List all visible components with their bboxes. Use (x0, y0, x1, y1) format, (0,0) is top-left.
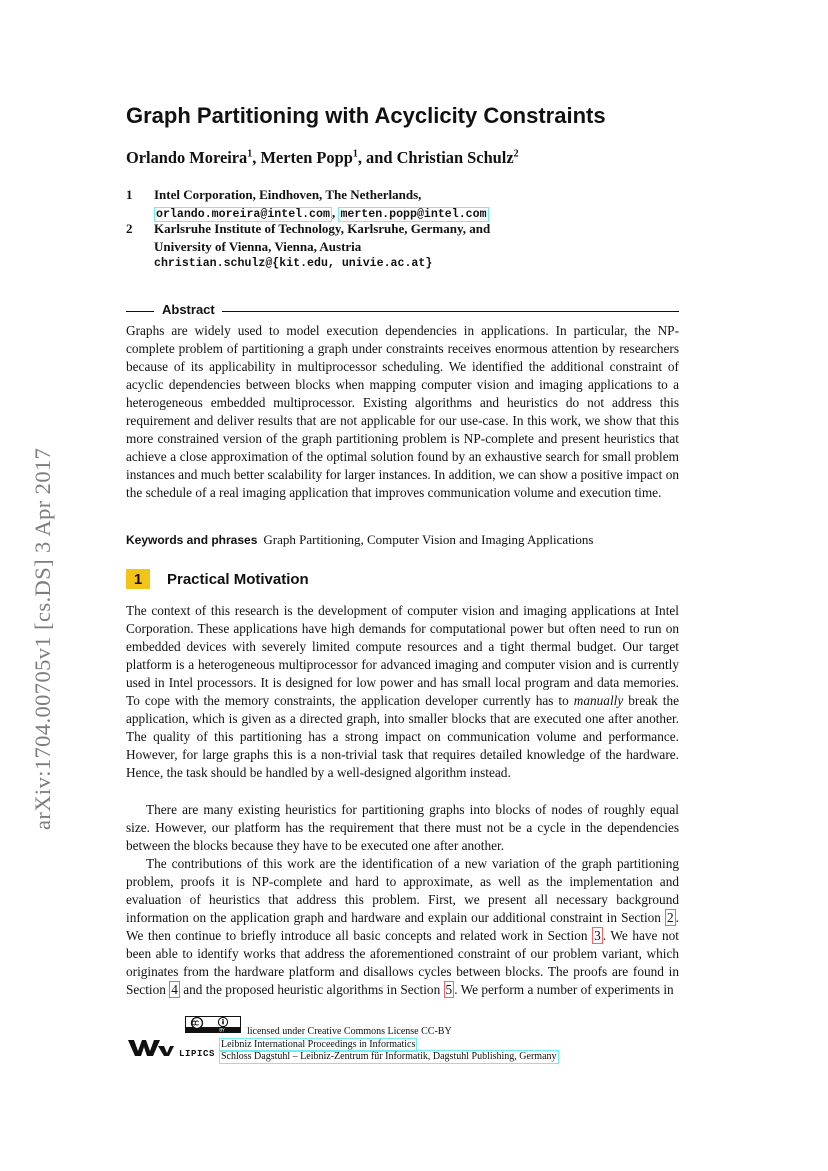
email-link[interactable]: merten.popp@intel.com (340, 207, 487, 221)
body-text: and the proposed heuristic algorithms in Section (179, 982, 444, 997)
lipics-wordmark: LIPICS (179, 1049, 216, 1059)
body-paragraph-1 (126, 602, 679, 782)
body-text: . We perform a number of experiments in (454, 982, 674, 997)
keywords-text: Graph Partitioning, Computer Vision and Imaging Applications (263, 532, 594, 547)
body-text: . We have not been able to identify works that address the aforementioned constraint of our problem variant, which originates from the hardware platform and disallows cycles between blocks. The proofs are found in Section (126, 928, 679, 997)
license-text: licensed under Creative Commons License CC-BY (247, 1026, 452, 1037)
section-heading (126, 569, 309, 589)
affiliation-number: 1 (126, 187, 133, 202)
publisher-link[interactable]: Schloss Dagstuhl – Leibniz-Zentrum für Informatik, Dagstuhl Publishing, Germany (221, 1051, 557, 1062)
author-affil-mark: 1 (247, 148, 253, 160)
section-reference-link[interactable]: 4 (171, 982, 178, 997)
keywords (126, 532, 593, 548)
body-text: The contributions of this work are the identification of a new variation of the graph partitioning problem, proofs it is NP-complete and hard to approximate, as well as the implementation and evaluation of heuristics that address this problem. First, we present all necessary background information on the application graph and hardware and explain our additional constraint in Section (126, 856, 679, 925)
section-reference-link[interactable]: 5 (445, 982, 453, 997)
affiliation-institution: Intel Corporation, Eindhoven, The Netherlands, (154, 187, 422, 202)
affiliation-email: christian.schulz@{kit.edu, univie.ac.at} (154, 257, 433, 270)
abstract-text: Graphs are widely used to model execution dependencies in applications. In particular, the NP-complete problem of partitioning a graph under constraints receives enormous attention by researchers because of its applicability in multiprocessor scheduling. We identified the additional constraint of acyclic dependencies between blocks when mapping computer vision and imaging applications to a heterogeneous embedded multiprocessor. Existing algorithms and heuristics do not address this requirement and deliver results that are not applicable for our use-case. In this work, we show that this more constrained version of the graph partitioning problem is NP-complete and present heuristics that achieve a close approximation of the optimal solution found by an exhaustive search for small problem instances and much better scalability for larger instances. In addition, we can show a positive impact on the schedule of a real imaging application that improves communication volume and execution time. (126, 323, 679, 500)
author-affil-mark: 1 (352, 148, 358, 160)
cc-badge-label: BY (219, 1028, 225, 1033)
body-paragraph-2: There are many existing heuristics for partitioning graphs into blocks of nodes of roughly equal size. However, our platform has the requirement that there must not be a cycle in the dependencies between the blocks because they have to be executed one after another. (126, 802, 679, 853)
lipics-logo-icon (128, 1038, 174, 1058)
abstract-rule-left (126, 311, 154, 312)
affiliation-2 (126, 220, 686, 273)
section-reference-link[interactable]: 3 (594, 928, 601, 943)
section-number: 1 (126, 569, 150, 589)
publisher-footer (128, 1016, 648, 1064)
abstract-rule-right (222, 311, 679, 312)
author-name: Merten Popp (260, 148, 353, 167)
arxiv-identifier: arXiv:1704.00705v1 [cs.DS] 3 Apr 2017 (30, 447, 55, 830)
author-name: Orlando Moreira (126, 148, 248, 167)
body-text: break the application, which is given as a directed graph, into smaller blocks that are executed one after another. The quality of this partitioning has a strong impact on communication volume and performance. However, for large graphs this is a non-trivial task that requires detailed knowledge of the hardware. Hence, the task should be handled by a well-designed algorithm instead. (126, 693, 679, 780)
body-text: The context of this research is the development of computer vision and imaging applications at Intel Corporation. These applications have high demands for computational power but often need to run on embedded devices with severely limited compute resources and a tight thermal budget. Our target platform is a heterogeneous multiprocessor for advanced imaging and computer vision and is currently used in Intel processors. It is designed for low power and has small local program and data memories. To cope with the memory constraints, the application developer currently has to (126, 603, 679, 708)
author-separator: , and (357, 148, 397, 167)
author-separator: , (252, 148, 261, 167)
section-reference-link[interactable]: 2 (667, 910, 674, 925)
abstract-label: Abstract (158, 302, 219, 317)
author-affil-mark: 2 (513, 148, 519, 160)
email-separator: , (331, 204, 339, 220)
keywords-label: Keywords and phrases (126, 533, 258, 547)
email-link[interactable]: orlando.moreira@intel.com (156, 207, 330, 221)
affiliation-institution: Karlsruhe Institute of Technology, Karlsruhe, Germany, and (154, 221, 491, 236)
paper-title: Graph Partitioning with Acyclicity Constraints (126, 103, 606, 128)
emphasis-text: manually (573, 693, 624, 708)
affiliation-number: 2 (126, 221, 133, 236)
body-text: . We then continue to briefly introduce all basic concepts and related work in Section (126, 910, 679, 943)
author-list (126, 148, 519, 168)
affiliation-institution: University of Vienna, Vienna, Austria (154, 238, 362, 254)
affiliation-1 (126, 186, 686, 223)
abstract-heading (126, 304, 679, 318)
author-name: Christian Schulz (396, 148, 514, 167)
creative-commons-by-icon[interactable] (185, 1016, 241, 1033)
section-title: Practical Motivation (167, 570, 309, 588)
body-paragraph-3 (126, 855, 679, 999)
series-link[interactable]: Leibniz International Proceedings in Informatics (221, 1039, 416, 1050)
